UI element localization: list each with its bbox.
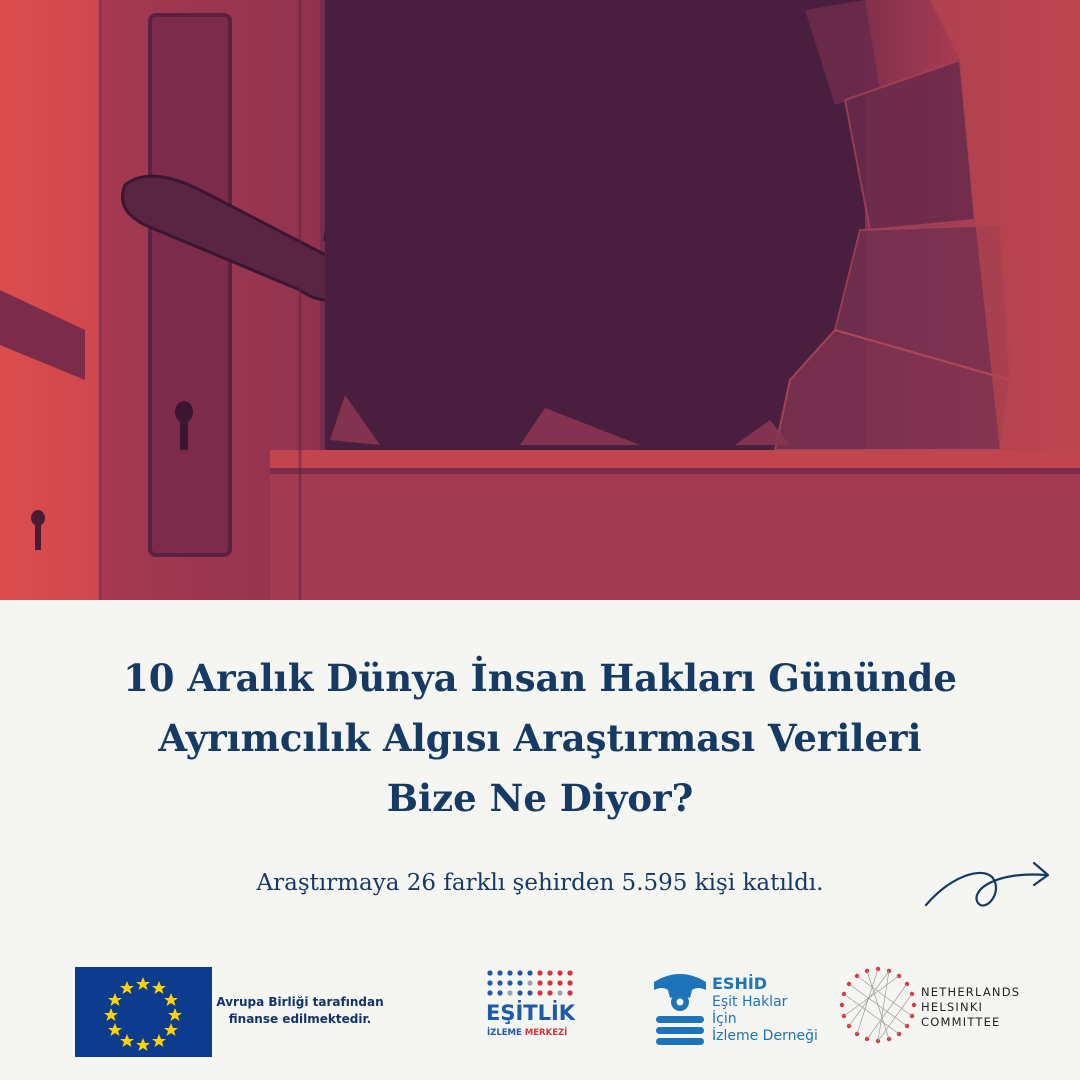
- arrow-loop-icon: [922, 855, 1054, 915]
- eshid-phone-logo: [652, 968, 708, 1046]
- eu-funding-line-2: finanse edilmektedir.: [228, 1012, 372, 1026]
- esitlik-sub-a: İZLEME: [487, 1028, 522, 1038]
- nhc-line-1: NETHERLANDS: [921, 985, 1021, 999]
- subtitle: Araştırmaya 26 farklı şehirden 5.595 kişi katıldı.: [256, 870, 824, 896]
- nhc-logo: [838, 965, 1021, 1047]
- esitlik-subtitle: [487, 1028, 567, 1038]
- eshid-line-2: İçin: [712, 1011, 737, 1027]
- eu-flag-icon: [75, 967, 212, 1057]
- page-title: [40, 648, 1040, 828]
- esitlik-logo: [482, 967, 582, 1047]
- esitlik-dots-logo: [482, 967, 582, 1001]
- eshid-line-3: İzleme Derneği: [712, 1028, 818, 1044]
- title-line-3: Bize Ne Diyor?: [386, 776, 694, 820]
- esitlik-word: EŞİTLİK: [486, 1001, 576, 1025]
- esitlik-sub-b: MERKEZİ: [524, 1028, 568, 1038]
- nhc-line-2: HELSINKI: [921, 1000, 984, 1014]
- eu-funding-note: [210, 994, 390, 1028]
- eshid-logo: [652, 968, 832, 1048]
- eshid-name: ESHİD: [712, 974, 768, 993]
- title-line-1: 10 Aralık Dünya İnsan Hakları Gününde: [123, 656, 957, 700]
- eshid-line-1: Eşit Haklar: [712, 994, 788, 1010]
- eu-funding-line-1: Avrupa Birliği tarafından: [216, 995, 384, 1009]
- title-line-2: Ayrımcılık Algısı Araştırması Verileri: [158, 716, 922, 760]
- nhc-line-3: COMMITTEE: [921, 1015, 1001, 1029]
- nhc-circle-logo: [838, 965, 918, 1047]
